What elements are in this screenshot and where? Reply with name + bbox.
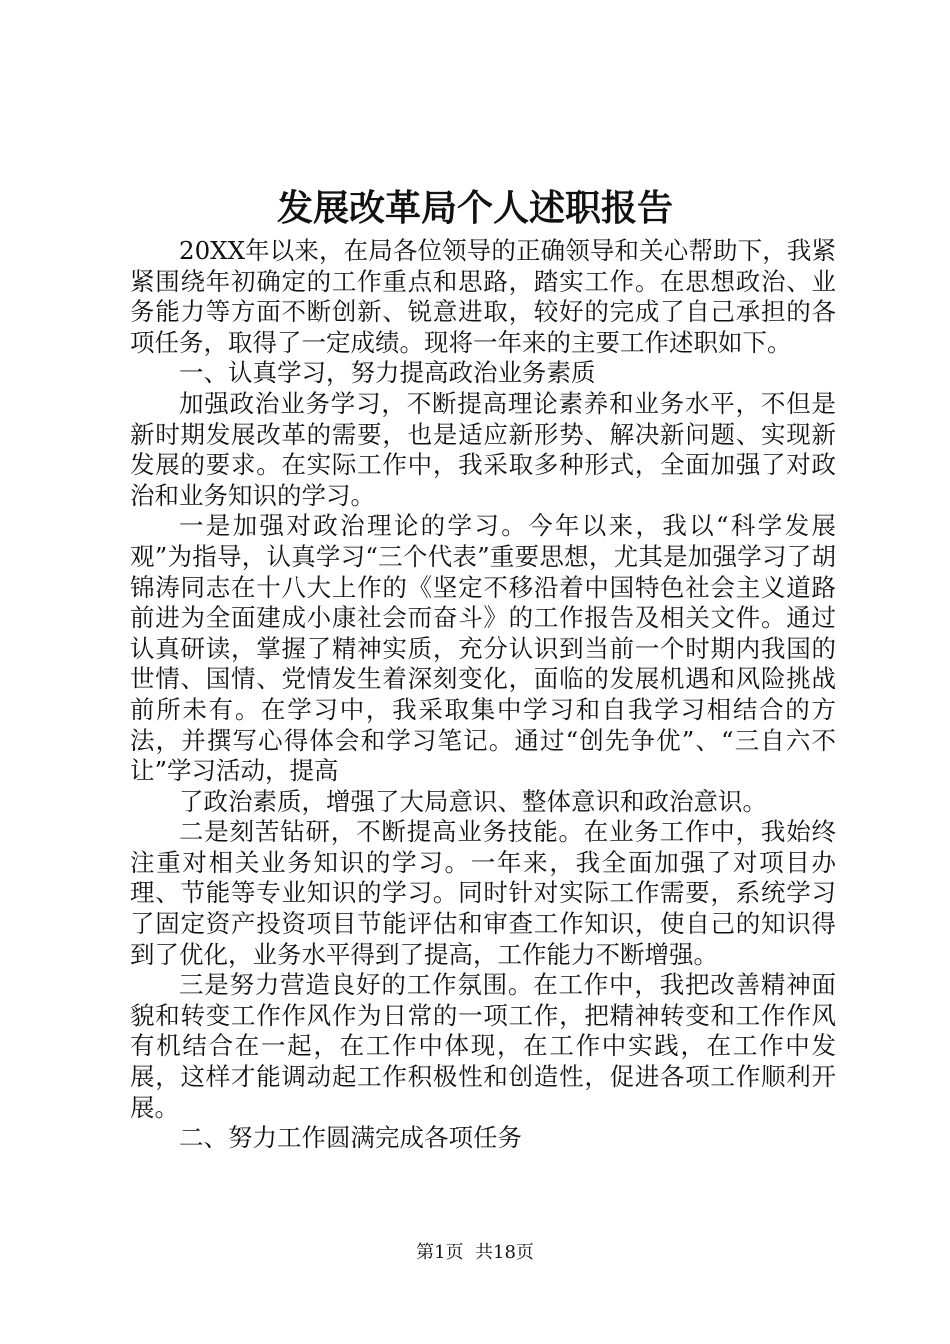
paragraph: 加强政治业务学习，不断提高理论素养和业务水平，不但是新时期发展改革的需要，也是适应新形势、解决新问题、实现新发展的要求。在实际工作中，我采取多种形式，全面加强了对政治和业务知识的学习。 <box>130 388 836 510</box>
paragraph: 三是努力营造良好的工作氛围。在工作中，我把改善精神面貌和转变工作作风作为日常的一项工作，把精神转变和工作作风有机结合在一起，在工作中体现，在工作中实践，在工作中发展，这样才能调动起工作积极性和创造性，促进各项工作顺利开展。 <box>130 970 836 1122</box>
section-heading-1: 一、认真学习，努力提高政治业务素质 <box>179 358 596 388</box>
paragraph: 一是加强对政治理论的学习。今年以来，我以“科学发展观”为指导，认真学习“三个代表”重要思想，尤其是加强学习了胡锦涛同志在十八大上作的《坚定不移沿着中国特色社会主义道路前进为全面建成小康社会而奋斗》的工作报告及相关文件。通过认真研读，掌握了精神实质，充分认识到当前一个时期内我国的世情、国情、党情发生着深刻变化，面临的发展机遇和风险挑战前所未有。在学习中，我采取集中学习和自我学习相结合的方法，并撰写心得体会和学习笔记。通过“创先争优”、“三自六不让”学习活动，提高 <box>130 511 836 786</box>
section-heading-2: 二、努力工作圆满完成各项任务 <box>179 1123 522 1153</box>
paragraph: 二是刻苦钻研，不断提高业务技能。在业务工作中，我始终注重对相关业务知识的学习。一年来，我全面加强了对项目办理、节能等专业知识的学习。同时针对实际工作需要，系统学习了固定资产投资项目节能评估和审查工作知识，使自己的知识得到了优化，业务水平得到了提高，工作能力不断增强。 <box>130 817 836 969</box>
document-title: 发展改革局个人述职报告 <box>276 187 673 229</box>
paragraph-intro: 20XX年以来，在局各位领导的正确领导和关心帮助下，我紧紧围绕年初确定的工作重点和思路，踏实工作。在思想政治、业务能力等方面不断创新、锐意进取，较好的完成了自己承担的各项任务，取得了一定成绩。现将一年来的主要工作述职如下。 <box>130 236 836 357</box>
page-total: 共18页 <box>475 1242 534 1263</box>
document-body <box>130 236 836 1154</box>
paragraph: 了政治素质，增强了大局意识、整体意识和政治意识。 <box>179 786 767 816</box>
page-footer <box>0 1241 950 1265</box>
page-number: 第1页 <box>416 1242 464 1263</box>
